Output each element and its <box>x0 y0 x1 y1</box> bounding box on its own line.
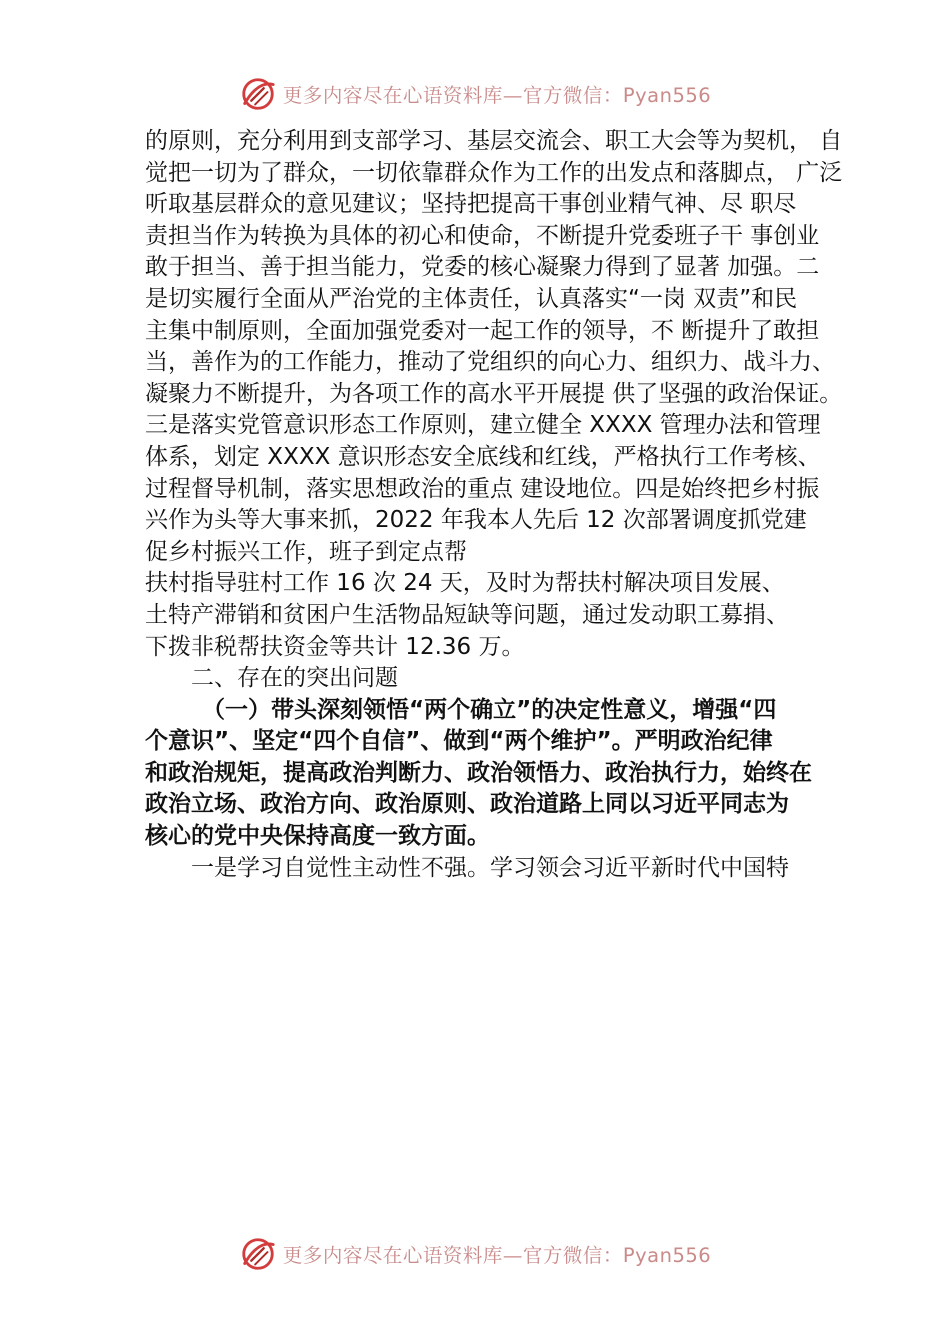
body-line: 三是落实党管意识形态工作原则，建立健全 XXXX 管理办法和管理 <box>145 412 821 439</box>
document-body <box>145 126 843 884</box>
body-line: 扶村指导驻村工作 16 次 24 天，及时为帮扶村解决项目发展、 <box>145 570 785 597</box>
section-heading: 二、存在的突出问题 <box>191 665 398 692</box>
body-line: 过程督导机制，落实思想政治的重点 建设地位。四是始终把乡村振 <box>145 475 820 502</box>
bold-heading-line: 核心的党中央保持高度一致方面。 <box>145 823 490 850</box>
wechat-id: Pyan556 <box>622 84 712 107</box>
watermark-banner-top <box>0 72 950 116</box>
body-line: 当，善作为的工作能力，推动了党组织的向心力、组织力、战斗力、 <box>145 349 835 376</box>
bold-heading-line: 个意识”、坚定“四个自信”、做到“两个维护”。严明政治纪律 <box>145 728 773 755</box>
body-line-last: 一是学习自觉性主动性不强。学习领会习近平新时代中国特 <box>191 854 789 881</box>
body-line: 听取基层群众的意见建议；坚持把提高干事创业精气神、尽 职尽 <box>145 191 797 218</box>
bold-heading-line: （一）带头深刻领悟“两个确立”的决定性意义，增强“四 <box>202 696 777 723</box>
body-line: 觉把一切为了群众，一切依靠群众作为工作的出发点和落脚点， 广泛 <box>145 159 843 186</box>
body-line: 凝聚力不断提升，为各项工作的高水平开展提 供了坚强的政治保证。 <box>145 380 843 407</box>
body-line: 促乡村振兴工作，班子到定点帮 <box>145 538 467 565</box>
watermark-text: 更多内容尽在心语资料库—官方微信：Pyan556 <box>282 1244 712 1267</box>
body-line: 体系，划定 XXXX 意识形态安全底线和红线，严格执行工作考核、 <box>145 443 821 470</box>
body-line: 土特产滞销和贫困户生活物品短缺等问题，通过发动职工募捐、 <box>145 601 789 628</box>
body-line: 的原则，充分利用到支部学习、基层交流会、职工大会等为契机， 自 <box>145 128 843 154</box>
bold-heading-line: 和政治规矩，提高政治判断力、政治领悟力、政治执行力，始终在 <box>145 759 812 786</box>
bold-heading-line: 政治立场、政治方向、政治原则、政治道路上同以习近平同志为 <box>145 791 789 818</box>
body-line: 下拨非税帮扶资金等共计 12.36 万。 <box>145 633 525 660</box>
watermark-text: 更多内容尽在心语资料库—官方微信：Pyan556 <box>282 84 712 107</box>
body-line: 兴作为头等大事来抓，2022 年我本人先后 12 次部署调度抓党建 <box>145 507 807 534</box>
body-line: 责担当作为转换为具体的初心和使命，不断提升党委班子干 事创业 <box>145 222 820 249</box>
wechat-id: Pyan556 <box>622 1244 712 1267</box>
body-line: 主集中制原则，全面加强党委对一起工作的领导，不 断提升了敢担 <box>145 317 820 344</box>
body-line: 敢于担当、善于担当能力，党委的核心凝聚力得到了显著 加强。二 <box>145 254 820 281</box>
body-line: 是切实履行全面从严治党的主体责任，认真落实“一岗 双责”和民 <box>145 285 798 312</box>
logo-icon <box>239 75 277 113</box>
watermark-banner-bottom <box>0 1232 950 1276</box>
logo-icon <box>239 1235 277 1273</box>
